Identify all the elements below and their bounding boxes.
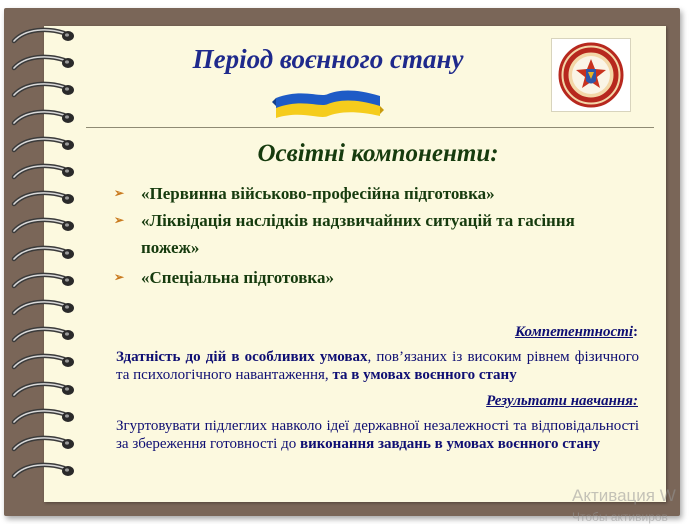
list-item-text: «Первинна військово-професійна підготовка» — [141, 184, 495, 203]
spiral-binding-ring-icon — [4, 108, 84, 130]
spiral-binding-ring-icon — [4, 434, 84, 456]
spiral-binding-ring-icon — [4, 271, 84, 293]
spiral-binding-ring-icon — [4, 135, 84, 157]
windows-activation-watermark — [572, 486, 692, 524]
subtitle: Освітні компоненти: — [257, 140, 499, 167]
competences-heading-text: Компетентності — [514, 324, 633, 340]
title-divider — [86, 127, 654, 128]
spiral-binding-ring-icon — [4, 189, 84, 211]
ukraine-flag-ribbon-icon — [272, 86, 384, 120]
watermark-line-2: Чтобы активиров — [572, 510, 668, 524]
spiral-binding — [4, 26, 84, 496]
competences-heading-suffix: : — [633, 324, 638, 340]
university-emblem-icon — [551, 38, 631, 112]
bullet-arrow-icon: ➢ — [114, 186, 125, 200]
spiral-binding-ring-icon — [4, 216, 84, 238]
results-plain: Згуртовувати підлеглих навколо ідеї державної незалежності та відповідальності за збереження готовності до — [116, 418, 639, 452]
spiral-binding-ring-icon — [4, 162, 84, 184]
spiral-binding-ring-icon — [4, 26, 84, 48]
spiral-binding-ring-icon — [4, 80, 84, 102]
competences-heading — [350, 324, 638, 341]
bullet-arrow-icon: ➢ — [114, 270, 125, 284]
watermark-line-1: Активация W — [572, 486, 676, 505]
results-text — [116, 417, 639, 453]
competences-text — [116, 348, 639, 384]
competences-plain: , пов’язаних із високим рівнем фізичного та психологічного навантаження, — [116, 349, 639, 383]
spiral-binding-ring-icon — [4, 380, 84, 402]
spiral-binding-ring-icon — [4, 53, 84, 75]
competences-bold-2: та в умовах воєнного стану — [332, 367, 517, 383]
spiral-binding-ring-icon — [4, 244, 84, 266]
competences-bold-1: Здатність до дій в особливих умовах — [116, 349, 368, 365]
spiral-binding-ring-icon — [4, 325, 84, 347]
bullet-arrow-icon: ➢ — [114, 213, 125, 227]
list-item-text: «Ліквідація наслідків надзвичайних ситуацій та гасіння пожеж» — [141, 211, 575, 257]
slide-title: Період воєнного стану — [192, 44, 464, 74]
spiral-binding-ring-icon — [4, 352, 84, 374]
spiral-binding-ring-icon — [4, 298, 84, 320]
spiral-binding-ring-icon — [4, 461, 84, 483]
results-heading: Результати навчання: — [486, 393, 638, 409]
results-bold: виконання завдань в умовах воєнного стану — [299, 436, 601, 452]
spiral-binding-ring-icon — [4, 407, 84, 429]
list-item-text: «Спеціальна підготовка» — [141, 268, 334, 287]
